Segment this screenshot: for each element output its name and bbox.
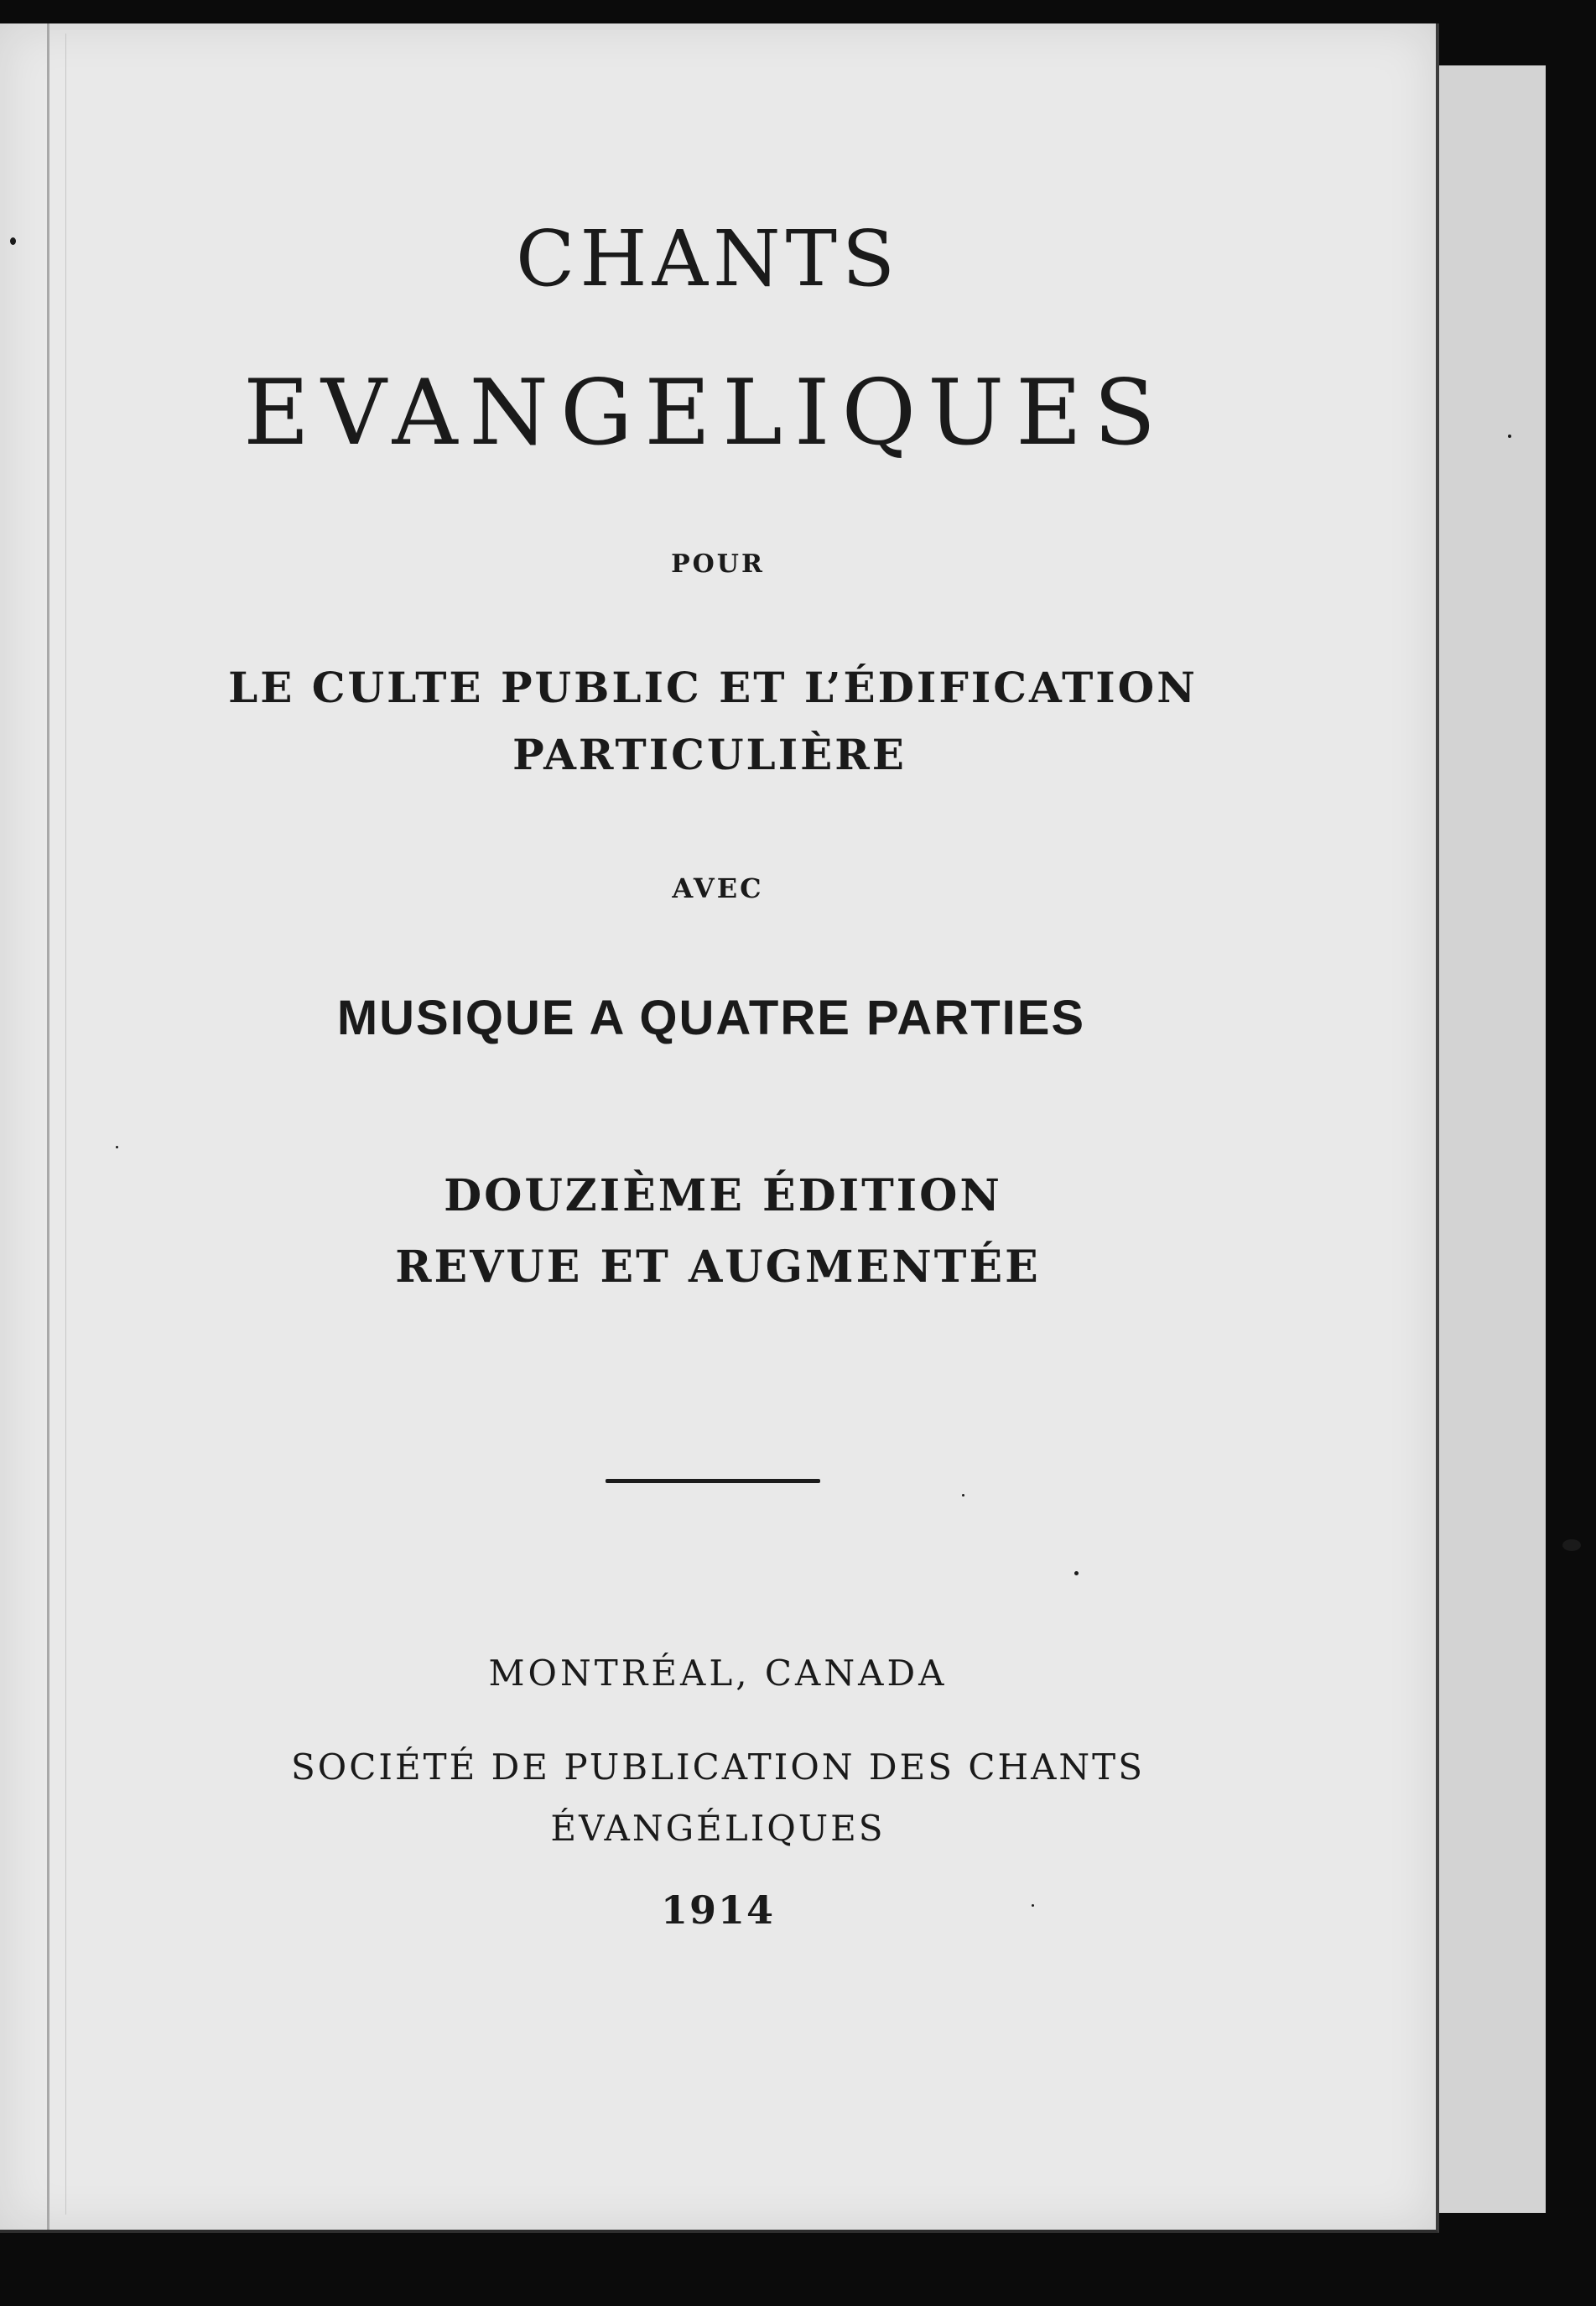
edition-line-2: REVUE ET AUGMENTÉE (395, 1241, 1041, 1293)
purpose-line-2: PARTICULIÈRE (512, 730, 907, 779)
publisher-line-2: ÉVANGÉLIQUES (550, 1808, 886, 1849)
scan-speck (116, 1146, 118, 1148)
connector-pour: POUR (671, 549, 765, 579)
imprint-city: MONTRÉAL, CANADA (488, 1653, 948, 1694)
scan-speck (10, 237, 16, 245)
scan-speck (1562, 1539, 1581, 1551)
underlying-page-edge (1426, 65, 1546, 2213)
scan-speck (1074, 1571, 1079, 1575)
publication-year: 1914 (660, 1887, 776, 1933)
decorative-rule (606, 1479, 820, 1483)
book-title-line-1: CHANTS (516, 214, 900, 304)
purpose-line-1: LE CULTE PUBLIC ET L’ÉDIFICATION (228, 663, 1198, 712)
scan-speck (1508, 435, 1511, 438)
connector-avec: AVEC (672, 872, 764, 904)
book-title-line-2: EVANGELIQUES (243, 361, 1167, 466)
publisher-line-1: SOCIÉTÉ DE PUBLICATION DES CHANTS (291, 1746, 1145, 1788)
scan-speck (962, 1494, 964, 1497)
music-subtitle: MUSIQUE A QUATRE PARTIES (336, 991, 1086, 1045)
scan-speck (1032, 1904, 1034, 1907)
edition-line-1: DOUZIÈME ÉDITION (444, 1170, 1002, 1221)
